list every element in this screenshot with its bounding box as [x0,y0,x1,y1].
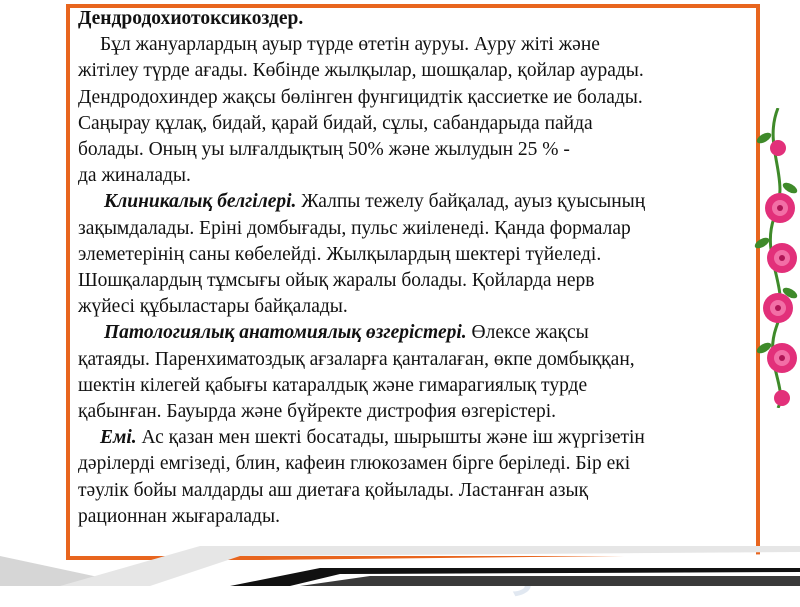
treatment-line: тәулік бойы малдарды аш диетаға қойылады. Ластанған азық [78,479,589,501]
intro-line: Саңырау құлақ, бидай, қарай бидай, сұлы, сабандарыда пайда [78,112,593,134]
intro-line: Бұл жануарлардың ауыр түрде өтетін ауруы. Ауру жіті және [100,34,600,56]
treatment-paragraph-start [78,425,750,451]
clinical-line: зақымдалады. Еріні домбығады, пульс жиіленеді. Қанда формалар [78,217,631,239]
clinical-line: элеметерінің саны көбелейді. Жылқылардың шектері түйеледі. [78,243,602,265]
clinical-heading: Клиникалық белгілері. [104,191,297,213]
intro-line: Дендродохиндер жақсы бөлінген фунгицидтік қассиетке ие болады. [78,86,643,108]
patho-line: қатаяды. Паренхиматоздық ағзаларға қанталаған, өкпе домбыққан, [78,348,635,370]
rose-vine-icon [752,108,800,408]
stripe-decoration [0,546,800,586]
patho-heading: Патологиялық анатомиялық өзгерістері. [104,322,467,344]
patho-line: шектін кілегей қабығы катаралдық және гимарагиялық турде [78,374,588,396]
patho-line: қабынған. Бауырда және бүйректе дистрофия өзгерістері. [78,401,557,423]
clinical-line: Шошқалардың тұмсығы ойық жаралы болады. Қойларда нерв [78,270,595,292]
document-body [78,6,750,530]
intro-line: да жиналады. [78,165,191,187]
clinical-paragraph-start [78,189,750,215]
treatment-first-line: Ас қазан мен шекті босатады, шырышты және іш жүргізетін [141,427,645,449]
document-title: Дендродохиотоксикоздер. [78,8,304,29]
patho-paragraph-start [78,320,750,346]
patho-first-line: Өлексе жақсы [471,322,589,344]
treatment-line: дәрілерді емгізеді, блин, кафеин глюкозамен бірге беріледі. Бір екі [78,453,631,475]
treatment-line: рационнан жығаралады. [78,505,280,527]
intro-line: жітілеу түрде ағады. Көбінде жылқылар, шошқалар, қойлар аурады. [78,60,644,82]
clinical-first-line: Жалпы тежелу байқалад, ауыз қуысының [301,191,646,213]
clinical-line: жүйесі құбыластары байқалады. [78,296,348,318]
intro-line: болады. Оның уы ылғалдықтың 50% және жылудын 25 % - [78,139,570,161]
treatment-heading: Емі. [100,427,137,449]
